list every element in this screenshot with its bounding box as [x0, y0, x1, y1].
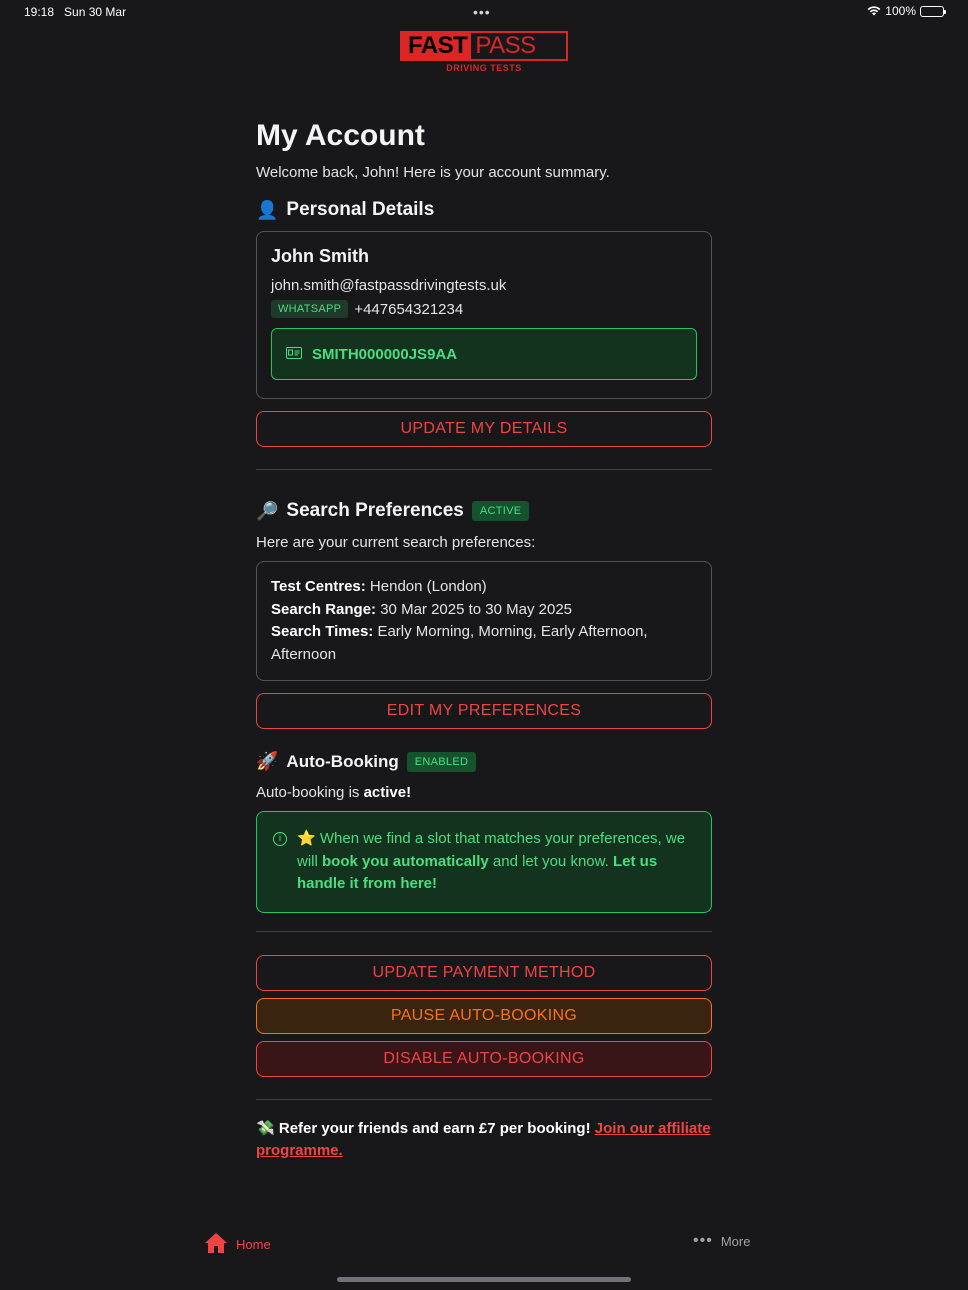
preferences-intro: Here are your current search preferences: [256, 534, 536, 551]
status-prefix: Auto-booking is [256, 784, 360, 801]
licence-number: SMITH000000JS9AA [312, 345, 458, 363]
battery-percent: 100% [885, 4, 916, 18]
search-times-value: Early Morning, Morning, Early Afternoon, Afternoon [271, 623, 648, 663]
tab-home-label: Home [236, 1237, 271, 1252]
update-payment-button[interactable]: UPDATE PAYMENT METHOD [256, 955, 712, 991]
person-icon: 👤 [256, 199, 279, 220]
edit-preferences-button[interactable]: EDIT MY PREFERENCES [256, 693, 712, 729]
status-value: active! [363, 784, 412, 801]
info-text-2: and let you know. [492, 852, 609, 870]
phone-number: +447654321234 [354, 300, 464, 318]
info-bold-1: book you automatically [322, 852, 489, 870]
affiliate-link[interactable]: Join our affiliate programme. [256, 1119, 711, 1159]
divider [256, 469, 712, 470]
tab-bar [0, 1228, 968, 1268]
active-badge: ACTIVE [472, 501, 530, 521]
logo-fast: FAST [402, 33, 471, 59]
test-centres-row [271, 576, 697, 599]
search-preferences-heading [256, 500, 712, 522]
logo-subtitle: DRIVING TESTS [446, 63, 522, 73]
account-content [256, 118, 712, 1163]
referral-message: Refer your friends and earn £7 per booking! [278, 1119, 591, 1137]
auto-booking-status [256, 784, 712, 801]
person-name: John Smith [271, 246, 369, 266]
logo-pass: PASS [475, 32, 536, 59]
more-dots-icon: ••• [693, 1232, 713, 1249]
personal-details-heading [256, 199, 712, 221]
divider [256, 931, 712, 932]
fastpass-logo[interactable] [400, 31, 568, 73]
star-icon: ⭐ [297, 830, 316, 847]
search-preferences-title: Search Preferences [286, 500, 464, 521]
personal-details-title: Personal Details [286, 199, 435, 220]
info-bold-2: Let us handle it from here! [297, 852, 658, 892]
preferences-card [256, 561, 712, 681]
personal-details-card [256, 231, 712, 399]
wifi-icon [867, 6, 881, 16]
enabled-badge: ENABLED [407, 752, 476, 772]
tab-more[interactable] [693, 1232, 750, 1250]
money-icon: 💸 [256, 1119, 275, 1137]
welcome-text: Welcome back, John! Here is your account summary. [256, 164, 610, 181]
time-text: 19:18 [24, 5, 55, 19]
status-time [24, 5, 126, 19]
search-range-label: Search Range: [271, 600, 377, 618]
test-centres-label: Test Centres: [271, 578, 366, 595]
test-centres-value: Hendon (London) [369, 578, 487, 595]
rocket-icon: 🚀 [256, 751, 279, 771]
tab-more-label: More [720, 1233, 751, 1249]
update-details-button[interactable]: UPDATE MY DETAILS [256, 411, 712, 447]
referral-text [256, 1118, 712, 1163]
person-email: john.smith@fastpassdrivingtests.uk [271, 277, 507, 294]
page-title: My Account [256, 119, 425, 152]
info-icon: i [273, 832, 287, 846]
disable-auto-booking-button[interactable]: DISABLE AUTO-BOOKING [256, 1041, 712, 1077]
search-times-row [271, 621, 697, 666]
status-right [867, 4, 944, 18]
search-times-label: Search Times: [271, 623, 374, 640]
status-bar [0, 0, 968, 24]
home-icon [204, 1232, 228, 1257]
divider [256, 1099, 712, 1100]
tab-home[interactable] [204, 1232, 271, 1257]
home-indicator[interactable] [337, 1277, 631, 1282]
date-text: Sun 30 Mar [64, 5, 127, 19]
info-text-1: When we find a slot that matches your preferences, we will [297, 830, 686, 870]
logo-box [400, 31, 568, 61]
auto-booking-title: Auto-Booking [286, 751, 399, 771]
phone-row [271, 300, 697, 318]
whatsapp-badge: WHATSAPP [271, 300, 348, 318]
search-range-row [271, 599, 697, 622]
pause-auto-booking-button[interactable]: PAUSE AUTO-BOOKING [256, 998, 712, 1034]
auto-booking-info [256, 811, 712, 913]
licence-number-box [271, 328, 697, 380]
id-card-icon [286, 346, 302, 363]
magnifier-icon: 🔎 [256, 500, 279, 521]
auto-booking-heading [256, 751, 712, 772]
search-range-value: 30 Mar 2025 to 30 May 2025 [380, 600, 573, 618]
multitask-dots-icon[interactable]: ••• [473, 4, 491, 20]
battery-icon [920, 6, 944, 17]
